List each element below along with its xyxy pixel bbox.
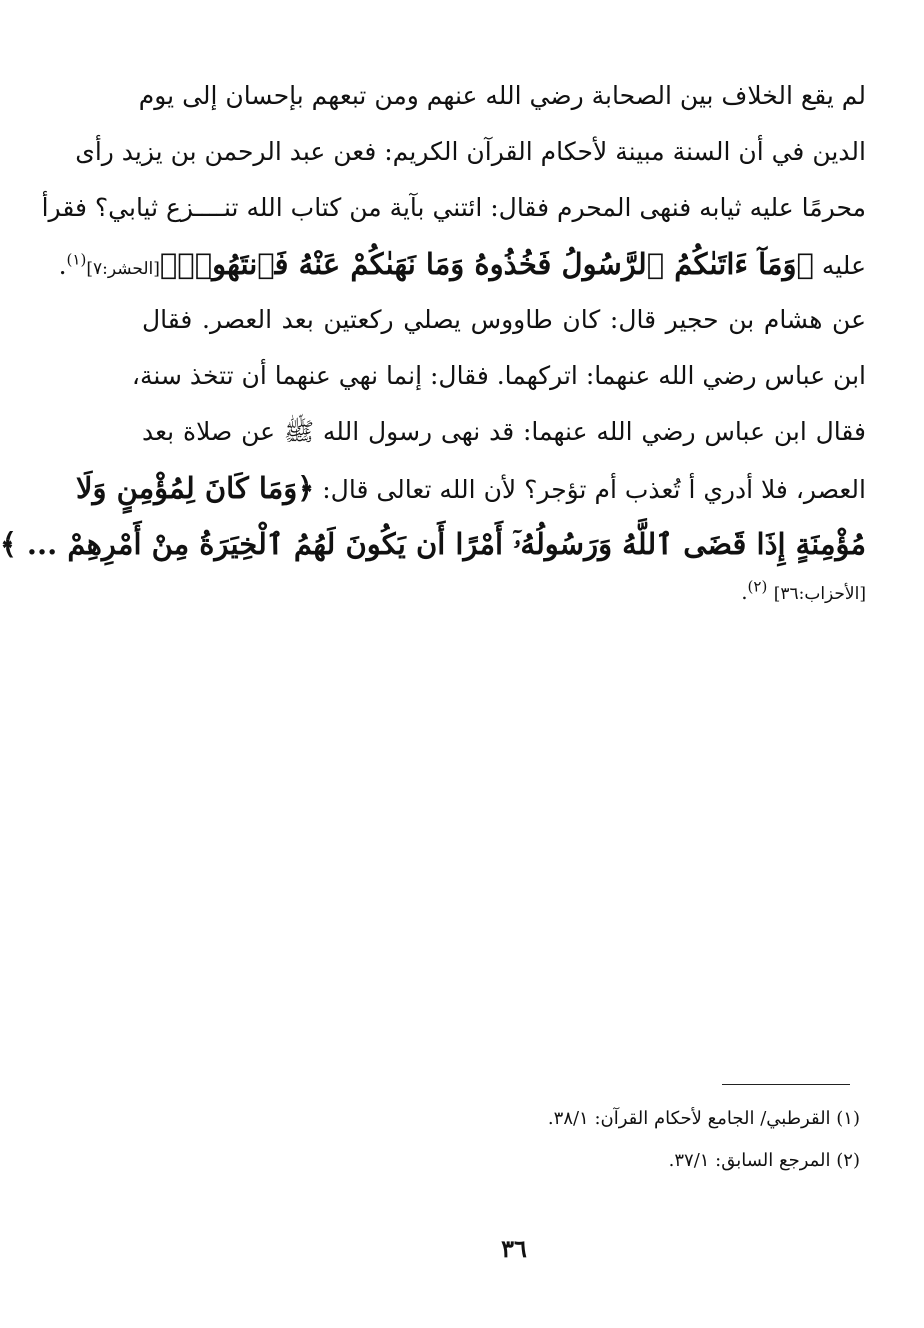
paragraph-2-line-6 (142, 572, 866, 612)
page-number: ٣٦ (501, 1234, 527, 1263)
verse-lead-text: العصر، فلا أدري أ تُعذب أم تؤجر؟ لأن الله تعالى قال: (322, 475, 866, 504)
sentence-end: . (58, 251, 67, 280)
footnote-1: (١) القرطبي/ الجامع لأحكام القرآن: ٣٨/١. (547, 1108, 860, 1129)
sentence-end: . (741, 580, 748, 604)
main-text (0, 68, 866, 612)
footnotes (484, 1098, 860, 1182)
verse-reference-ahzab: [الأحزاب:٣٦] (773, 584, 866, 604)
verse-reference-hashr: [الحشر:٧] (86, 259, 160, 279)
paragraph-2-line-5 (0, 516, 866, 572)
paragraph-1-line-2: الدين في أن السنة مبينة لأحكام القرآن الكريم: فعن عبد الرحمن بن يزيد رأى (75, 137, 866, 166)
quran-verse-hashr: ﴿وَمَآ ءَاتَىٰكُمُ ٱلرَّسُولُ فَخُذُوهُ وَمَا نَهَىٰكُمْ عَنْهُ فَٱنتَهُوا۟﴾ (159, 247, 814, 281)
verse-lead-text: عليه (821, 251, 866, 280)
paragraph-1-line-4 (58, 236, 866, 292)
footnote-separator (722, 1084, 850, 1085)
footnote-marker-2: (٢) (747, 577, 768, 596)
footnote-marker-1: (١) (66, 250, 87, 269)
paragraph-2-line-2: ابن عباس رضي الله عنهما: اتركهما. فقال: إنما نهي عنهما أن تتخذ سنة، (131, 361, 866, 390)
quran-verse-ahzab-start: ﴿وَمَا كَانَ لِمُؤْمِنٍ وَلَا (75, 471, 315, 505)
footnote-2: (٢) المرجع السابق: ٣٧/١. (668, 1150, 860, 1171)
paragraph-1-line-1: لم يقع الخلاف بين الصحابة رضي الله عنهم ومن تبعهم بإحسان إلى يوم (138, 81, 866, 110)
paragraph-1-line-3: محرمًا عليه ثيابه فنهى المحرم فقال: ائتني بآية من كتاب الله تنــــزع ثيابي؟ فقرأ (41, 193, 866, 222)
paragraph-2-line-1: عن هشام بن حجير قال: كان طاووس يصلي ركعتين بعد العصر. فقال (142, 305, 866, 334)
paragraph-2-line-3: فقال ابن عباس رضي الله عنهما: قد نهى رسول الله ﷺ عن صلاة بعد (142, 417, 866, 446)
paragraph-2-line-4 (75, 460, 866, 516)
quran-verse-ahzab-end: مُؤْمِنَةٍ إِذَا قَضَى ٱللَّهُ وَرَسُولُهُۥٓ أَمْرًا أَن يَكُونَ لَهُمُ ٱلْخِيَرَةُ مِنْ أَمْرِهِمْ ... ﴾ (0, 527, 866, 561)
